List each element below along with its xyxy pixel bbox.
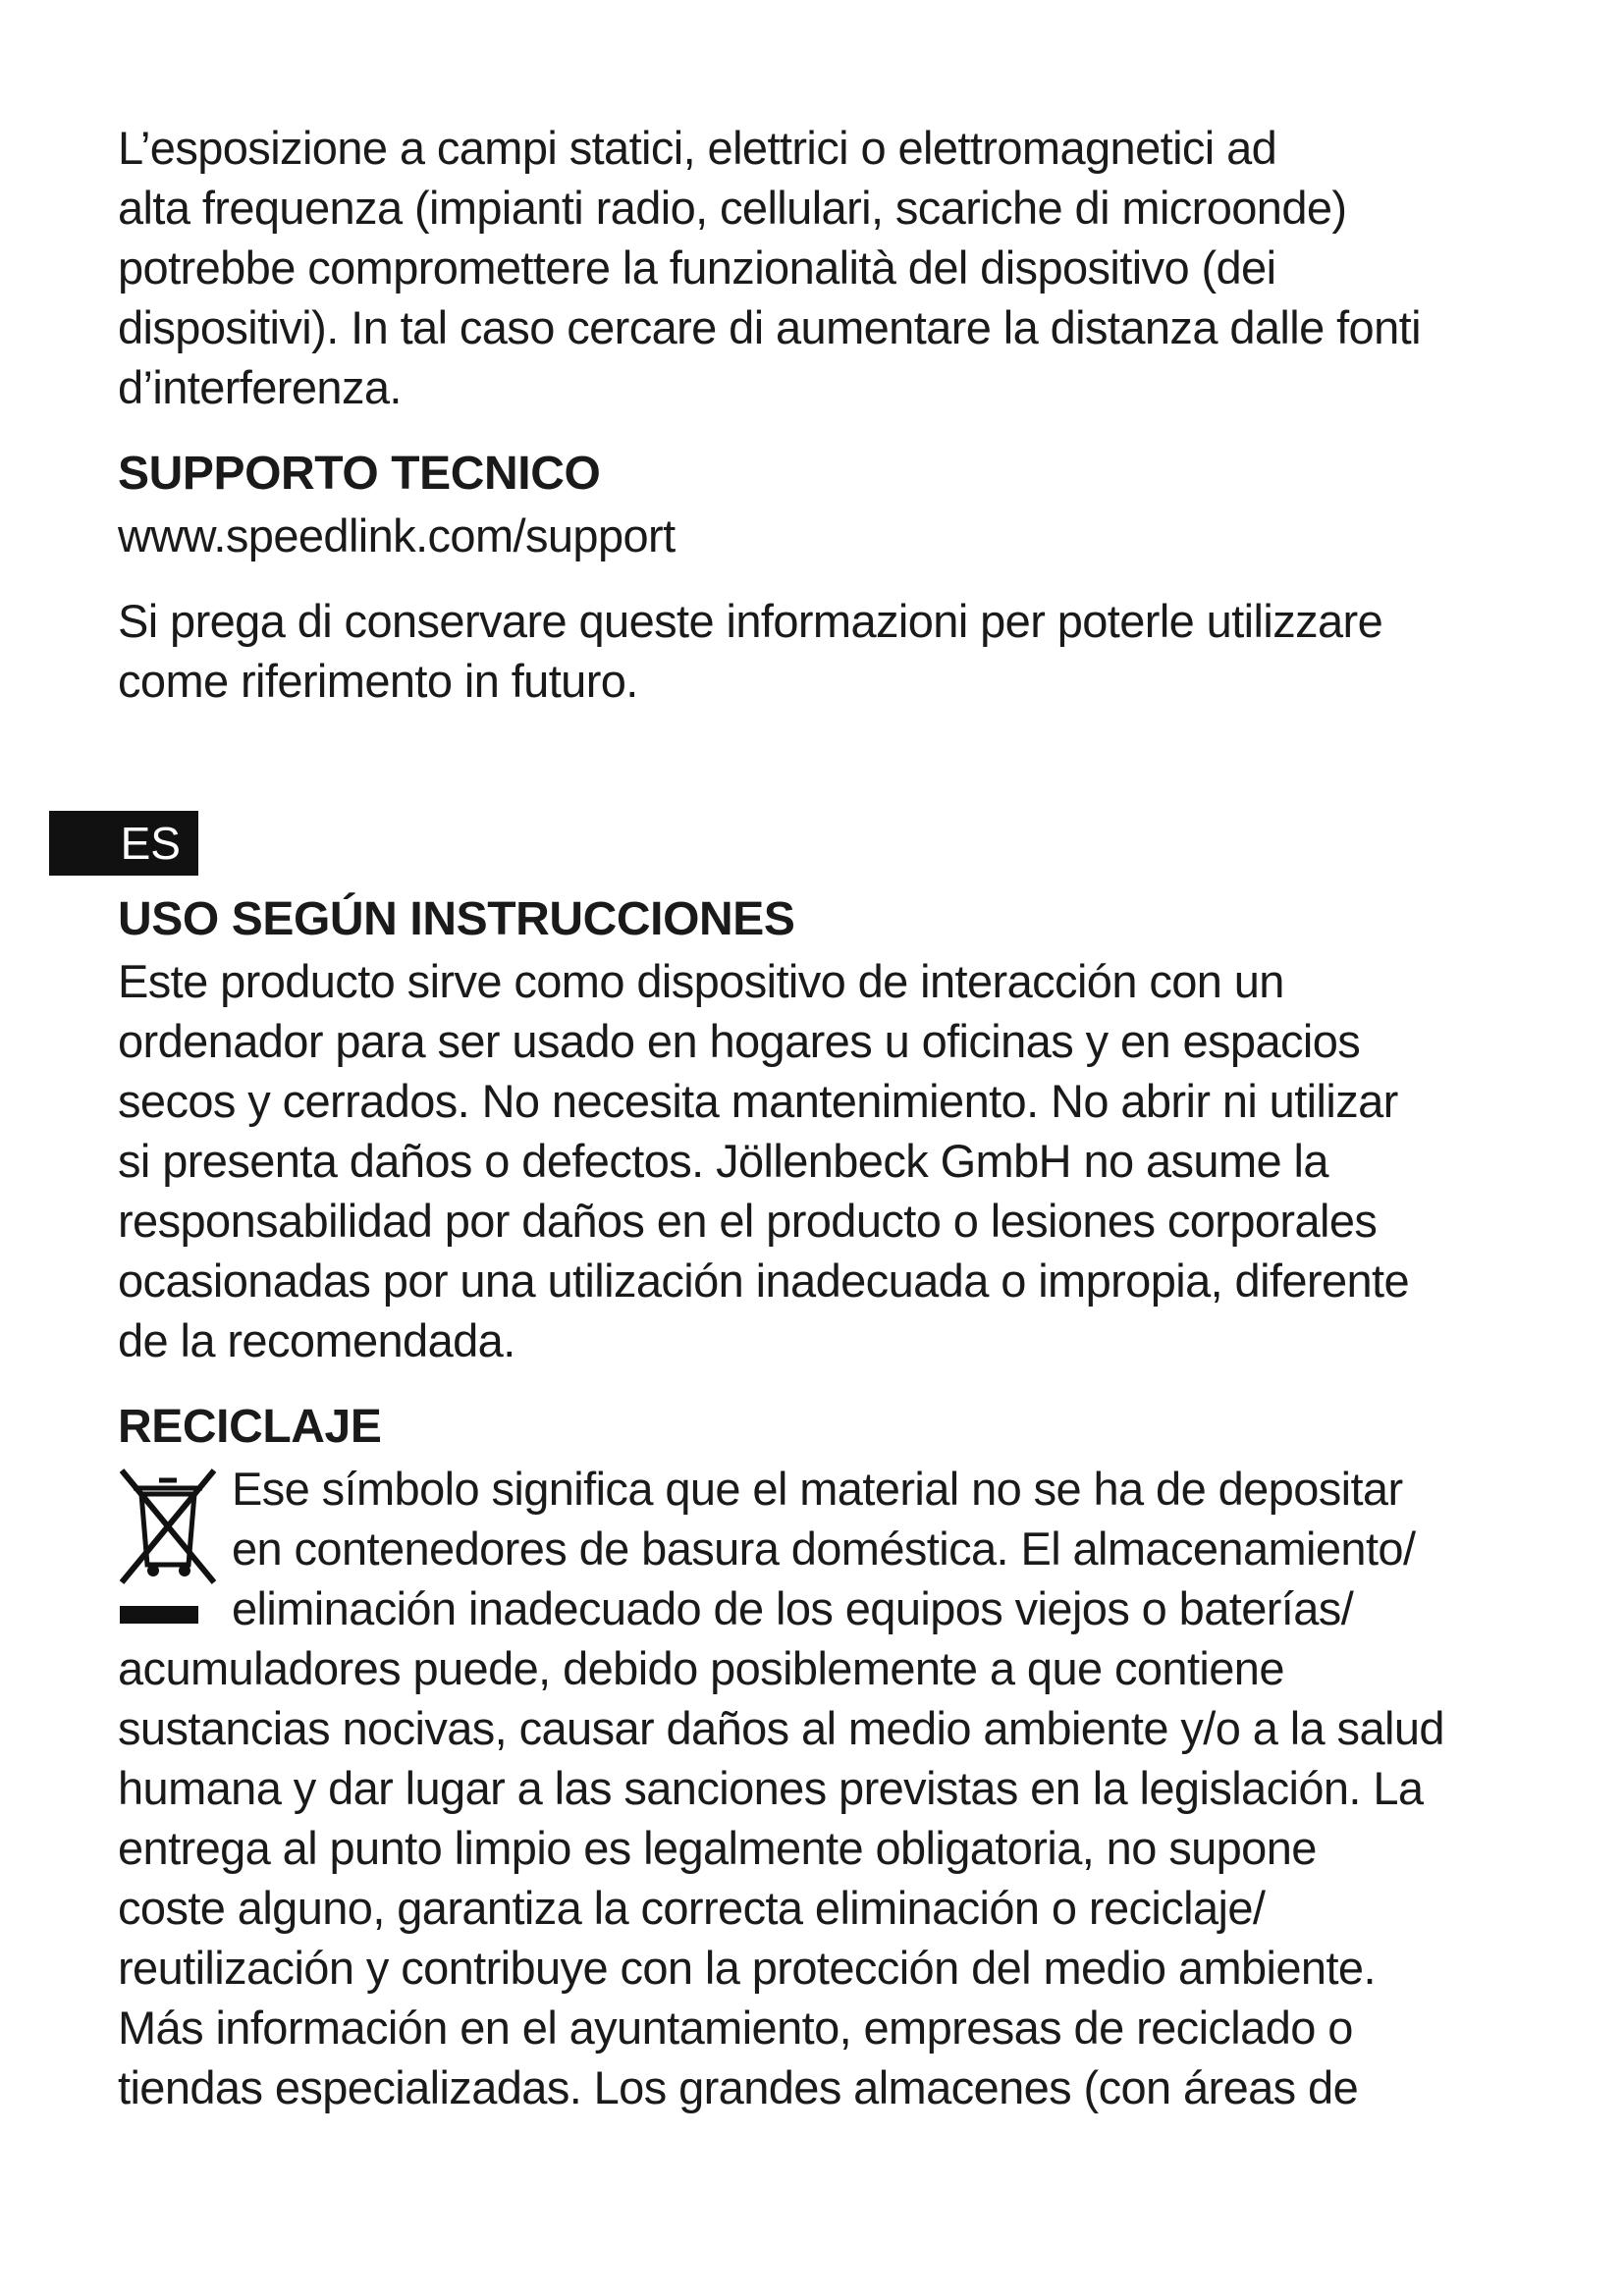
text-line: si presenta daños o defectos. Jöllenbeck GmbH no asume la: [118, 1135, 1328, 1187]
keep-info-paragraph: [118, 591, 1532, 711]
text-line: come riferimento in futuro.: [118, 655, 638, 707]
use-paragraph: [118, 951, 1532, 1370]
support-heading: SUPPORTO TECNICO: [118, 448, 601, 500]
text-line: alta frequenza (impianti radio, cellulari, scariche di microonde): [118, 182, 1347, 234]
text-line: sustancias nocivas, causar daños al medio ambiente y/o a la salud: [118, 1702, 1444, 1754]
use-heading: USO SEGÚN INSTRUCCIONES: [118, 893, 795, 945]
text-line: tiendas especializadas. Los grandes almacenes (con áreas de: [118, 2061, 1359, 2113]
text-line: acumuladores puede, debido posiblemente a que contiene: [118, 1642, 1284, 1694]
text-line: Si prega di conservare queste informazioni per poterle utilizzare: [118, 595, 1383, 647]
text-line: potrebbe compromettere la funzionalità del dispositivo (dei: [118, 241, 1276, 294]
text-line: L’esposizione a campi statici, elettrici o elettromagnetici ad: [118, 122, 1277, 174]
text-line: de la recomendada.: [118, 1314, 515, 1366]
text-line: Más información en el ayuntamiento, empresas de reciclado o: [118, 2002, 1353, 2054]
text-line: secos y cerrados. No necesita mantenimiento. No abrir ni utilizar: [118, 1075, 1398, 1127]
text-line: ocasionadas por una utilización inadecuada o impropia, diferente: [118, 1255, 1410, 1307]
text-line: responsabilidad por daños en el producto o lesiones corporales: [118, 1195, 1378, 1247]
text-line: coste alguno, garantiza la correcta eliminación o reciclaje/: [118, 1882, 1266, 1934]
spanish-section: [118, 888, 1532, 2117]
weee-crossed-bin-icon: [114, 1467, 222, 1643]
language-tab-label: ES: [120, 818, 181, 869]
text-line: Este producto sirve como dispositivo de interacción con un: [118, 955, 1284, 1007]
text-line: ordenador para ser usado en hogares u oficinas y en espacios: [118, 1015, 1361, 1067]
text-line: entrega al punto limpio es legalmente obligatoria, no supone: [118, 1822, 1317, 1874]
text-line: reutilización y contribuye con la protección del medio ambiente.: [118, 1942, 1376, 1994]
interference-paragraph: [118, 118, 1532, 417]
italian-section: [118, 118, 1532, 711]
text-line: Ese símbolo significa que el material no se ha de depositar: [232, 1463, 1403, 1515]
support-url[interactable]: www.speedlink.com/support: [118, 509, 676, 561]
text-line: d’interferenza.: [118, 361, 402, 413]
recycle-paragraph: [118, 1459, 1532, 2117]
text-line: en contenedores de basura doméstica. El almacenamiento/: [232, 1522, 1416, 1575]
language-tab-es: [49, 811, 198, 876]
text-line: dispositivi). In tal caso cercare di aumentare la distanza dalle fonti: [118, 301, 1421, 353]
recycle-heading: RECICLAJE: [118, 1401, 382, 1453]
text-line: eliminación inadecuado de los equipos viejos o baterías/: [232, 1582, 1354, 1634]
text-line: humana y dar lugar a las sanciones previstas en la legislación. La: [118, 1762, 1424, 1814]
